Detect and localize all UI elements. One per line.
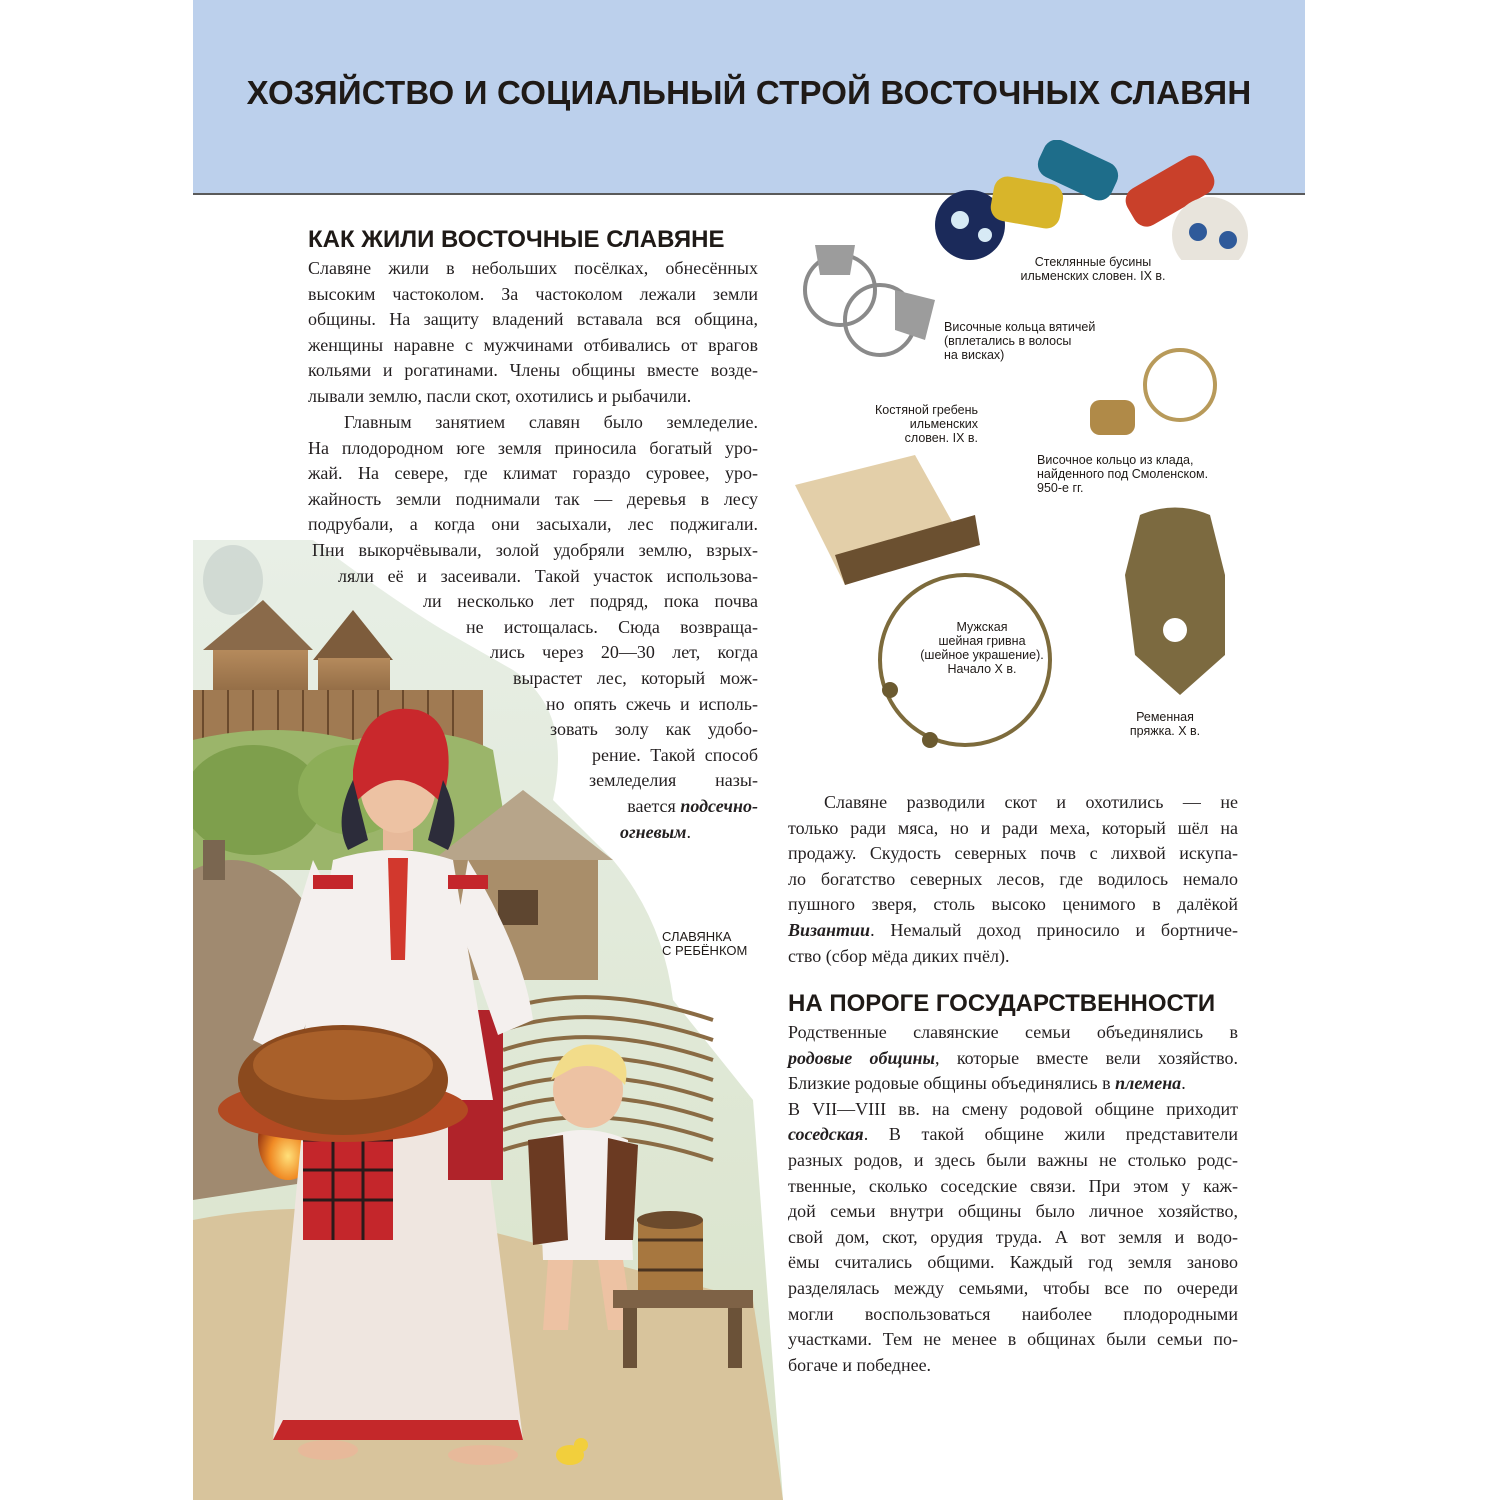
buckle-body (1125, 508, 1225, 696)
caption-line: СЛАВЯНКА (662, 929, 732, 944)
term-clan-communities: родовые общины (788, 1047, 935, 1068)
wooden-bucket (637, 1211, 703, 1290)
caption-line: Мужская (956, 620, 1008, 634)
paragraph-2 (308, 410, 758, 845)
bead-eye (1219, 231, 1237, 249)
term-slash-and-burn-end: огневым (620, 821, 687, 842)
text-line: участками. Тем не менее в общинах были семьи по- (788, 1329, 1238, 1350)
text-line: Главным занятием славян было земледелие. (344, 412, 758, 432)
text-fragment: , которые вместе вели хозяйство. (935, 1047, 1238, 1068)
text-line: жайность земли поднимали так — деревья в лесу (308, 488, 758, 509)
wooden-bench (613, 1290, 753, 1308)
caption-belt-buckle (1120, 710, 1210, 738)
text-line: Славяне разводили скот и охотились — не (824, 792, 1238, 812)
text-line: В VII—VIII вв. на смену родовой общине приходит (788, 1098, 1238, 1119)
page-title: ХОЗЯЙСТВО И СОЦИАЛЬНЫЙ СТРОЙ ВОСТОЧНЫХ СЛАВЯН (246, 74, 1252, 111)
text-fragment: . В такой общине жили представители (863, 1124, 1238, 1145)
section-heading-how-lived: КАК ЖИЛИ ВОСТОЧНЫЕ СЛАВЯНЕ (308, 226, 725, 253)
caption-line: пряжка. X в. (1129, 724, 1201, 738)
chick-head (574, 1438, 588, 1452)
term-byzantium: Византии (788, 919, 871, 940)
caption-line: С РЕБЁНКОМ (662, 943, 748, 958)
torc-bead (882, 682, 898, 698)
text-line: но опять сжечь и исполь- (546, 693, 758, 714)
buckle-hole (1163, 618, 1187, 642)
term-neighbourly: соседская (788, 1124, 864, 1145)
paragraph-3 (788, 790, 1238, 969)
caption-line: (вплетались в волосы (944, 334, 1072, 348)
bead-eye (978, 228, 992, 242)
text-line (788, 918, 1238, 944)
glass-beads-image (930, 140, 1260, 260)
text-line: Славяне жили в небольших посёлках, обнесённых (308, 258, 758, 278)
text-line: дой семьи внутри общины было личное хозяйство, (788, 1201, 1238, 1222)
text-line: подрубали, а когда они засыхали, лес поджигали. (308, 514, 758, 535)
term-tribes: племена (1115, 1073, 1182, 1094)
caption-line: Височные кольца вятичей (944, 320, 1096, 334)
caption-line: Стеклянные бусины (1034, 255, 1152, 269)
caption-line: на висках) (944, 348, 1005, 362)
text-line: лись через 20—30 лет, когда (490, 642, 758, 663)
ring-blade (895, 290, 935, 340)
text-line (788, 1122, 1238, 1148)
smolensk-ring-image (1085, 345, 1225, 445)
text-line: лывали землю, пасли скот, охотились и рыбачили. (308, 385, 692, 406)
text-line: общины. На защиту владений вставала вся община, (308, 309, 758, 330)
text-line: не истощалась. Сюда возвраща- (466, 616, 758, 637)
caption-line: Височное кольцо из клада, (1037, 453, 1194, 467)
text-line: жай. На севере, где климат гораздо суровее, уро- (308, 463, 758, 484)
caption-line: шейная гривна (938, 634, 1026, 648)
text-line: ство (сбор мёда диких пчёл). (788, 945, 1010, 966)
text-line: кольями и рогатинами. Члены общины вместе возде- (308, 360, 758, 381)
caption-line: ильменских (909, 417, 978, 431)
text-line: богаче и победнее. (788, 1354, 932, 1375)
text-line: разных родов, и здесь были важны не столько родс- (788, 1149, 1238, 1170)
caption-neck-torc (892, 620, 1072, 676)
text-line (620, 820, 758, 846)
text-line: Пни выкорчёвывали, золой удобряли землю, взрых- (312, 539, 758, 560)
smoke (203, 545, 263, 615)
belt-buckle-image (1110, 505, 1240, 700)
caption-temple-rings (944, 320, 1095, 362)
paragraph-4 (788, 1020, 1238, 1378)
caption-line: Ременная (1136, 710, 1194, 724)
text-line: высоким частоколом. За частоколом лежали земли (308, 283, 758, 304)
caption-line: Начало X в. (947, 662, 1017, 676)
text-line: женщины наравне с мужчинами отбивались от врагов (308, 334, 758, 355)
caption-line: ильменских словен. IX в. (1020, 269, 1166, 283)
bead-eye (951, 211, 969, 229)
caption-line: (шейное украшение). (920, 648, 1044, 662)
text-line: свой дом, скот, орудия труда. А вот земля и водо- (788, 1226, 1238, 1247)
text-line: могли воспользоваться наиболее плодородными (788, 1303, 1238, 1324)
text-line: продажу. Скудость северных почв с лихвой искупа- (788, 843, 1238, 864)
caption-smolensk-ring (1037, 453, 1208, 495)
caption-line: словен. IX в. (904, 431, 978, 445)
caption-glass-beads (1008, 255, 1178, 283)
caption-bone-comb (838, 403, 978, 445)
text-fragment: . (1181, 1073, 1186, 1094)
caption-woman-with-child (662, 930, 747, 958)
bench-leg (623, 1308, 637, 1368)
caption-line: найденного под Смоленском. (1037, 467, 1209, 481)
text-line: рение. Такой способ (592, 744, 758, 765)
text-line: разделялась между семьями, чтобы все по очереди (788, 1277, 1238, 1298)
text-line: твенные, сколько соседские связи. При этом у каж- (788, 1175, 1238, 1196)
text-line: ли несколько лет подряд, пока почва (423, 591, 758, 612)
text-line: ляли её и засеивали. Такой участок использова- (338, 565, 758, 586)
text-fragment: . Немалый доход приносило и бортниче- (870, 919, 1238, 940)
bead-eye (1189, 223, 1207, 241)
text-line (308, 794, 758, 820)
text-fragment: . (686, 821, 691, 842)
term-slash-and-burn: подсечно- (680, 795, 758, 816)
text-line: На плодородном юге земля приносила богатый уро- (308, 437, 758, 458)
text-line: зовать золу как удобо- (550, 719, 758, 740)
caption-line: 950-е гг. (1037, 481, 1084, 495)
text-line: Родственные славянские семьи объединялись в (788, 1022, 1238, 1042)
text-line: только ради мяса, но и ради меха, который шёл на (788, 817, 1238, 838)
bench-leg (728, 1308, 742, 1368)
ring-pendant (1090, 400, 1135, 435)
text-line: ло богатство северных лесов, где водилось немало (788, 868, 1238, 889)
ring-blade (815, 245, 855, 275)
text-line: ёмы считались общими. Каждый год земля заново (788, 1252, 1238, 1273)
text-line: вырастет лес, который мож- (513, 667, 758, 688)
text-line (788, 1071, 1238, 1097)
ring (1145, 350, 1215, 420)
text-fragment: вается (627, 795, 676, 816)
text-fragment: Близкие родовые общины объединялись в (788, 1073, 1116, 1094)
section-heading-threshold-of-statehood: НА ПОРОГЕ ГОСУДАРСТВЕННОСТИ (788, 990, 1216, 1017)
paragraph-1 (308, 256, 758, 410)
text-line (788, 1046, 1238, 1072)
text-line: земледелия назы- (589, 770, 758, 791)
temple-rings-image (795, 230, 940, 360)
text-line: пушного зверя, столь высоко ценимого в далёкой (788, 894, 1238, 915)
caption-line: Костяной гребень (875, 403, 978, 417)
torc-bead (922, 732, 938, 748)
